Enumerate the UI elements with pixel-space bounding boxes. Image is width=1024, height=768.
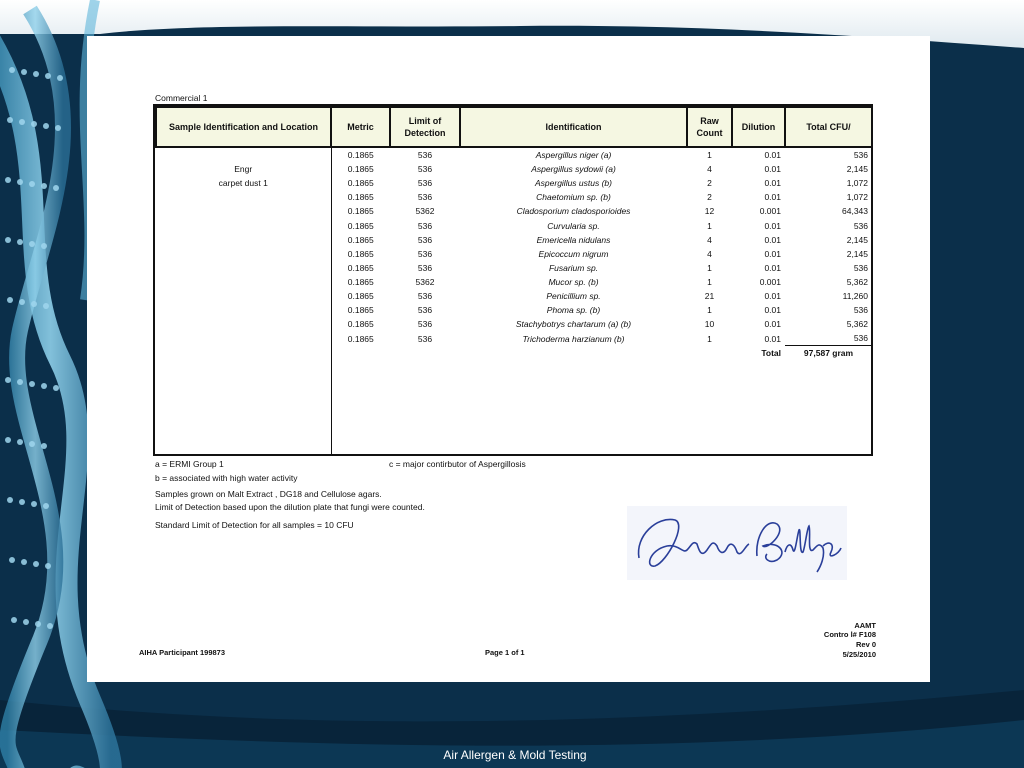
footer-control: Contro l# F108 xyxy=(823,630,876,639)
table-row xyxy=(156,162,872,176)
note-a: a = ERMI Group 1 xyxy=(155,459,224,469)
footer-aiha: AIHA Participant 199873 xyxy=(139,648,226,657)
metric-cell: 0.1865 xyxy=(331,275,390,289)
identification-cell: Penicillium sp. xyxy=(546,290,601,301)
total-cfu-cell: 5,362 xyxy=(846,319,868,330)
total-row xyxy=(156,346,872,361)
identification-cell: Stachybotrys chartarum (a) (b) xyxy=(515,319,632,330)
metric-cell: 0.1865 xyxy=(331,218,390,232)
empty-cell xyxy=(687,346,732,361)
header-total-cfu: Total CFU/ xyxy=(785,107,872,147)
note-b: b = associated with high water activity xyxy=(155,473,298,483)
table-row xyxy=(156,233,872,247)
table-row xyxy=(156,317,872,331)
table-row xyxy=(156,289,872,303)
metric-cell: 0.1865 xyxy=(331,303,390,317)
metric-cell: 0.1865 xyxy=(331,289,390,303)
table-body xyxy=(156,147,872,454)
dilution-cell: 0.01 xyxy=(764,220,781,231)
note-line-standard: Standard Limit of Detection for all samples = 10 CFU xyxy=(155,520,354,530)
table-row xyxy=(156,147,872,162)
limit-detection-cell: 536 xyxy=(417,248,433,259)
raw-count-cell: 1 xyxy=(707,276,712,287)
dilution-cell: 0.001 xyxy=(759,206,781,217)
header-sample-id: Sample Identification and Location xyxy=(156,107,331,147)
identification-cell: Cladosporium cladosporioides xyxy=(516,206,631,217)
raw-count-cell: 4 xyxy=(707,234,712,245)
report-document xyxy=(87,36,930,682)
note-line-agars: Samples grown on Malt Extract , DG18 and Cellulose agars. xyxy=(155,489,382,499)
metric-cell: 0.1865 xyxy=(331,247,390,261)
table-row xyxy=(156,331,872,346)
empty-cell xyxy=(390,346,460,361)
sample-location-cell xyxy=(156,261,331,275)
metric-cell: 0.1865 xyxy=(331,233,390,247)
dilution-cell: 0.01 xyxy=(764,192,781,203)
metric-cell: 0.1865 xyxy=(331,147,390,162)
total-cfu-cell: 536 xyxy=(853,220,868,231)
sample-location-cell xyxy=(156,289,331,303)
limit-detection-cell: 5362 xyxy=(415,276,435,287)
raw-count-cell: 1 xyxy=(707,262,712,273)
total-cfu-cell: 5,362 xyxy=(846,276,868,287)
limit-detection-cell: 536 xyxy=(417,220,433,231)
raw-count-cell: 12 xyxy=(704,206,715,217)
dilution-cell: 0.001 xyxy=(759,276,781,287)
footer-page: Page 1 of 1 xyxy=(485,648,525,657)
dilution-cell: 0.01 xyxy=(764,150,781,161)
dilution-cell: 0.01 xyxy=(764,305,781,316)
identification-cell: Aspergillus niger (a) xyxy=(535,150,612,161)
raw-count-cell: 4 xyxy=(707,248,712,259)
header-limit-detection: Limit of Detection xyxy=(390,107,460,147)
header-dilution: Dilution xyxy=(732,107,785,147)
header-identification: Identification xyxy=(460,107,687,147)
signature-image xyxy=(627,506,847,580)
limit-detection-cell: 536 xyxy=(417,150,433,161)
raw-count-cell: 1 xyxy=(707,305,712,316)
total-cfu-cell: 2,145 xyxy=(846,248,868,259)
raw-count-cell: 2 xyxy=(707,178,712,189)
empty-cell xyxy=(390,360,460,454)
identification-cell: Fusarium sp. xyxy=(548,262,599,273)
table-row xyxy=(156,204,872,218)
limit-detection-cell: 536 xyxy=(417,178,433,189)
footer-rev: Rev 0 xyxy=(855,640,876,649)
table-row xyxy=(156,247,872,261)
total-cfu-cell: 1,072 xyxy=(846,192,868,203)
table-row xyxy=(156,218,872,232)
total-cfu-cell: 536 xyxy=(853,305,868,316)
table-row xyxy=(156,190,872,204)
dilution-cell: 0.01 xyxy=(764,262,781,273)
identification-cell: Curvularia sp. xyxy=(547,220,600,231)
footer-aamt: AAMT xyxy=(854,621,876,630)
identification-cell: Chaetomium sp. (b) xyxy=(536,192,611,203)
limit-detection-cell: 536 xyxy=(417,319,433,330)
raw-count-cell: 2 xyxy=(707,192,712,203)
metric-cell: 0.1865 xyxy=(331,261,390,275)
sample-location-cell xyxy=(156,331,331,346)
total-cfu-cell: 536 xyxy=(785,331,872,346)
dilution-cell: 0.01 xyxy=(764,248,781,259)
company-heading: Commercial 1 xyxy=(155,93,208,103)
dilution-cell: 0.01 xyxy=(764,164,781,175)
note-line-dilution: Limit of Detection based upon the dilution plate that fungi were counted. xyxy=(155,502,425,512)
identification-cell: Aspergillus ustus (b) xyxy=(534,178,612,189)
raw-count-cell: 1 xyxy=(707,333,712,344)
filler-row xyxy=(156,360,872,454)
empty-cell xyxy=(331,346,390,361)
total-cfu-cell: 2,145 xyxy=(846,234,868,245)
sample-location-name: Engr xyxy=(234,164,253,175)
note-c: c = major contirbutor of Aspergillosis xyxy=(389,459,526,469)
sample-location-cell xyxy=(156,303,331,317)
total-label: Total xyxy=(761,348,781,359)
limit-detection-cell: 536 xyxy=(417,290,433,301)
slide-caption: Air Allergen & Mold Testing xyxy=(443,748,587,762)
limit-detection-cell: 536 xyxy=(417,333,433,344)
empty-cell xyxy=(156,346,331,361)
total-cfu-cell: 2,145 xyxy=(846,164,868,175)
total-value: 97,587 gram xyxy=(803,348,854,359)
footer-date: 5/25/2010 xyxy=(842,650,876,659)
total-cfu-cell: 536 xyxy=(853,150,868,161)
limit-detection-cell: 536 xyxy=(417,192,433,203)
table-row xyxy=(156,303,872,317)
dilution-cell: 0.01 xyxy=(764,234,781,245)
metric-cell: 0.1865 xyxy=(331,190,390,204)
raw-count-cell: 1 xyxy=(707,220,712,231)
empty-cell xyxy=(156,360,331,454)
total-cfu-cell: 536 xyxy=(853,262,868,273)
sample-location-cell xyxy=(156,190,331,204)
empty-cell xyxy=(687,360,732,454)
metric-cell: 0.1865 xyxy=(331,162,390,176)
metric-cell: 0.1865 xyxy=(331,331,390,346)
metric-cell: 0.1865 xyxy=(331,204,390,218)
table-row xyxy=(156,176,872,190)
sample-location-cell xyxy=(156,204,331,218)
metric-cell: 0.1865 xyxy=(331,317,390,331)
dilution-cell: 0.01 xyxy=(764,290,781,301)
dilution-cell: 0.01 xyxy=(764,178,781,189)
identification-cell: Emericella nidulans xyxy=(536,234,611,245)
sample-location-cell xyxy=(156,147,331,162)
sample-location-detail: carpet dust 1 xyxy=(218,178,268,189)
total-cfu-cell: 11,260 xyxy=(842,290,868,301)
identification-cell: Epicoccum nigrum xyxy=(538,248,609,259)
raw-count-cell: 21 xyxy=(704,290,715,301)
empty-cell xyxy=(460,346,687,361)
limit-detection-cell: 5362 xyxy=(415,206,435,217)
identification-cell: Aspergillus sydowii (a) xyxy=(531,164,616,175)
sample-location-cell xyxy=(156,247,331,261)
header-metric: Metric xyxy=(331,107,390,147)
sample-location-cell xyxy=(156,218,331,232)
sample-location-cell xyxy=(156,317,331,331)
empty-cell xyxy=(460,360,687,454)
limit-detection-cell: 536 xyxy=(417,262,433,273)
sample-location-cell xyxy=(156,233,331,247)
limit-detection-cell: 536 xyxy=(417,234,433,245)
raw-count-cell: 1 xyxy=(707,150,712,161)
raw-count-cell: 4 xyxy=(707,164,712,175)
total-cfu-cell: 64,343 xyxy=(842,206,868,217)
header-raw-count: Raw Count xyxy=(687,107,732,147)
raw-count-cell: 10 xyxy=(704,319,715,330)
dilution-cell: 0.01 xyxy=(764,319,781,330)
table-row xyxy=(156,275,872,289)
empty-cell xyxy=(732,360,785,454)
empty-cell xyxy=(331,360,390,454)
dilution-cell: 0.01 xyxy=(764,333,781,344)
identification-cell: Mucor sp. (b) xyxy=(548,276,599,287)
table-header-row xyxy=(156,107,872,147)
limit-detection-cell: 536 xyxy=(417,164,433,175)
results-grid xyxy=(155,106,873,454)
identification-cell: Phoma sp. (b) xyxy=(546,305,601,316)
empty-cell xyxy=(785,360,872,454)
mold-results-table xyxy=(153,104,873,456)
limit-detection-cell: 536 xyxy=(417,305,433,316)
sample-location-cell xyxy=(156,275,331,289)
total-cfu-cell: 1,072 xyxy=(846,178,868,189)
identification-cell: Trichoderma harzianum (b) xyxy=(522,333,625,344)
metric-cell: 0.1865 xyxy=(331,176,390,190)
table-row xyxy=(156,261,872,275)
